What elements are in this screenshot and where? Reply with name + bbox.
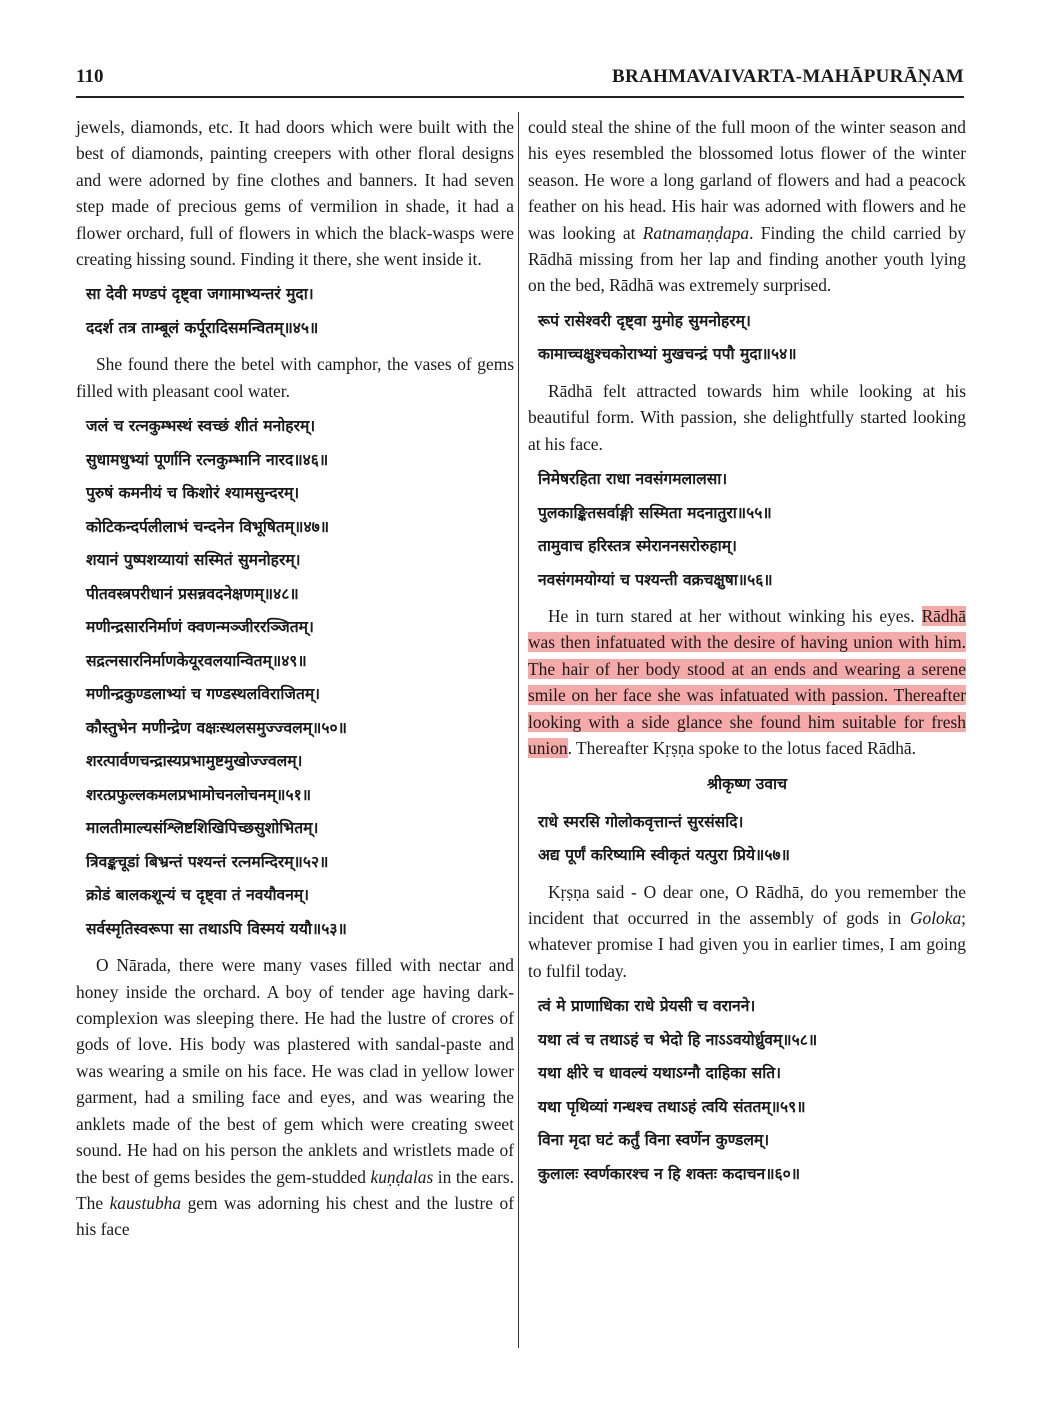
page-header	[76, 62, 964, 98]
verse-line: पीतवस्त्रपरीधानं प्रसन्नवदनेक्षणम्॥४८॥	[86, 584, 299, 603]
verse-line: शरत्पार्वणचन्द्रास्यप्रभामुष्टमुखोज्ज्वलम्।	[86, 752, 303, 771]
verse-line: यथा क्षीरे च धावल्यं यथाऽग्नौ दाहिका सति।	[538, 1064, 782, 1083]
verse-line: ददर्श तत्र ताम्बूलं कर्पूरादिसमन्वितम्॥४५॥	[86, 318, 319, 337]
verse-line: नवसंगमयोग्यां च पश्यन्ती वक्रचक्षुषा॥५६॥	[538, 570, 773, 589]
right-verse-block-3	[538, 806, 966, 873]
right-paragraph-3	[528, 603, 966, 761]
page-number: 110	[76, 66, 104, 87]
text-run: Kṛṣṇa said - O dear one, O Rādhā, do you remember the incident that occurred in the assembly of gods in	[528, 881, 966, 928]
left-verse-block-1	[86, 278, 514, 345]
verse-line: सर्वस्मृतिस्वरूपा सा तथाऽपि विस्मयं ययौ॥५३॥	[86, 919, 347, 938]
text-run: could steal the shine of the full moon of the winter season and his eyes resembled the blossomed lotus flower of the winter season. He wore a long garland of flowers and had a peacock feather on his head. His hair was adorned with flowers and he was looking at	[528, 117, 966, 243]
verse-line: राधे स्मरसि गोलोकवृत्तान्तं सुरसंसदि।	[538, 812, 744, 831]
left-paragraph-3	[76, 952, 514, 1242]
left-paragraph-2: She found there the betel with camphor, the vases of gems filled with pleasant cool water.	[76, 354, 514, 401]
verse-line: सुधामधुभ्यां पूर्णानि रत्नकुम्भानि नारद॥४६॥	[86, 450, 329, 469]
verse-line: त्वं मे प्राणाधिका राधे प्रेयसी च वरानने।	[538, 997, 756, 1016]
right-column	[528, 114, 966, 1197]
text-run: ; whatever promise I had given you in earlier times, I am going to fulfil today.	[528, 907, 966, 981]
right-paragraph-2: Rādhā felt attracted towards him while looking at his beautiful form. With passion, she delightfully started looking at his face.	[528, 380, 966, 454]
right-verse-block-1	[538, 305, 966, 372]
verse-line: पुलकाङ्कितसर्वाङ्गी सस्मिता मदनातुरा॥५५॥	[538, 503, 772, 522]
verse-line: सा देवी मण्डपं दृष्ट्वा जगामाभ्यन्तरं मुदा।	[86, 285, 314, 304]
section-heading: श्रीकृष्ण उवाच	[707, 774, 787, 793]
verse-line: यथा पृथिव्यां गन्धश्च तथाऽहं त्वयि संततम्॥५९॥	[538, 1097, 806, 1116]
text-run: . Thereafter Kṛṣṇa spoke to the lotus faced Rādhā.	[567, 738, 916, 759]
text-run: O Nārada, there were many vases filled with nectar and honey inside the orchard. A boy of tender age having dark-complexion was sleeping there. He had the lustre of crores of gods of love. His body was plastered with sandal-paste and was wearing a smile on his face. He was clad in yellow lower garment, had a smiling face and eyes, and was wearing the anklets made of the best of gem which were creating sweet sound. He had on his person the anklets and wristlets made of the best of gems besides the gem-studded	[76, 955, 514, 1187]
verse-line: जलं च रत्नकुम्भस्थं स्वच्छं शीतं मनोहरम्।	[86, 417, 316, 436]
right-paragraph-1	[528, 114, 966, 299]
verse-line: मणीन्द्रकुण्डलाभ्यां च गण्डस्थलविराजितम्।	[86, 685, 321, 704]
verse-line: तामुवाच हरिस्तत्र स्मेराननसरोरुहाम्।	[538, 537, 737, 556]
term-goloka: Goloka	[909, 907, 962, 928]
verse-line: रूपं रासेश्वरी दृष्ट्वा मुमोह सुमनोहरम्।	[538, 311, 751, 330]
term-kundalas: kuṇḍalas	[370, 1166, 434, 1187]
left-column	[76, 114, 514, 1243]
verse-line: यथा त्वं च तथाऽहं च भेदो हि नाऽऽवयोर्ध्रुवम्॥५८॥	[538, 1030, 818, 1049]
verse-line: क्रोडं बालकशून्यं च दृष्ट्वा तं नवयौवनम्।	[86, 886, 310, 905]
verse-line: निमेषरहिता राधा नवसंगमलालसा।	[538, 470, 728, 489]
running-title: BRAHMAVAIVARTA-MAHĀPURĀṆAM	[612, 66, 964, 87]
text-run: in the ears. The	[76, 1166, 514, 1213]
left-verse-block-2	[86, 410, 514, 946]
term-kaustubha: kaustubha	[109, 1192, 182, 1213]
verse-line: अद्य पूर्णं करिष्यामि स्वीकृतं यत्पुरा प्रिये॥५७॥	[538, 846, 790, 864]
right-paragraph-4	[528, 879, 966, 985]
verse-line: शरत्प्रफुल्लकमलप्रभामोचनलोचनम्॥५१॥	[86, 785, 312, 804]
column-divider	[518, 112, 519, 1348]
verse-line: कोटिकन्दर्पलीलाभं चन्दनेन विभूषितम्॥४७॥	[86, 517, 330, 536]
right-verse-block-2	[538, 463, 966, 597]
text-run: He in turn stared at her without winking his eyes.	[548, 606, 922, 627]
verse-line: कौस्तुभेन मणीन्द्रेण वक्षःस्थलसमुज्ज्वलम्॥५०॥	[86, 718, 347, 737]
verse-line: पुरुषं कमनीयं च किशोरं श्यामसुन्दरम्।	[86, 484, 300, 503]
highlighted-passage: Rādhā was then infatuated with the desire of having union with him. The hair of her body stood at an ends and wearing a serene smile on her face she was infatuated with passion. Thereafter looking with a side glance she found him suitable for fresh union	[528, 606, 966, 759]
left-paragraph-1: jewels, diamonds, etc. It had doors which were built with the best of diamonds, painting creepers with other floral designs and were adorned by fine clothes and banners. It had seven step made of precious gems of vermilion in shade, it had a flower orchard, full of flowers in which the black-wasps were creating hissing sound. Finding it there, she went inside it.	[76, 117, 514, 270]
verse-line: कुलालः स्वर्णकारश्च न हि शक्तः कदाचन॥६०॥	[538, 1164, 801, 1183]
verse-line: सद्रत्नसारनिर्माणकेयूरवलयान्वितम्॥४९॥	[86, 651, 307, 670]
verse-line: मालतीमाल्यसंश्लिष्टशिखिपिच्छसुशोभितम्।	[86, 819, 319, 838]
verse-line: शयानं पुष्पशय्यायां सस्मितं सुमनोहरम्।	[86, 551, 301, 570]
text-run: . Finding the child carried by Rādhā missing from her lap and finding another youth lying on the bed, Rādhā was extremely surprised.	[528, 222, 966, 296]
verse-line: मणीन्द्रसारनिर्माणं क्वणन्मञ्जीररञ्जितम्।	[86, 618, 314, 637]
verse-line: त्रिवङ्कचूडां बिभ्रन्तं पश्यन्तं रत्नमन्दिरम्॥५२॥	[86, 852, 329, 871]
text-run: gem was adorning his chest and the lustre of his face	[76, 1192, 514, 1240]
verse-line: कामाच्चक्षुश्चकोराभ्यां मुखचन्द्रं पपौ मुदा॥५४॥	[538, 345, 797, 364]
verse-line: विना मृदा घटं कर्तुं विना स्वर्णेन कुण्डलम्।	[538, 1131, 770, 1150]
right-verse-block-4	[538, 990, 966, 1191]
term-ratnamandapa: Ratnamaṇḍapa	[642, 222, 750, 243]
